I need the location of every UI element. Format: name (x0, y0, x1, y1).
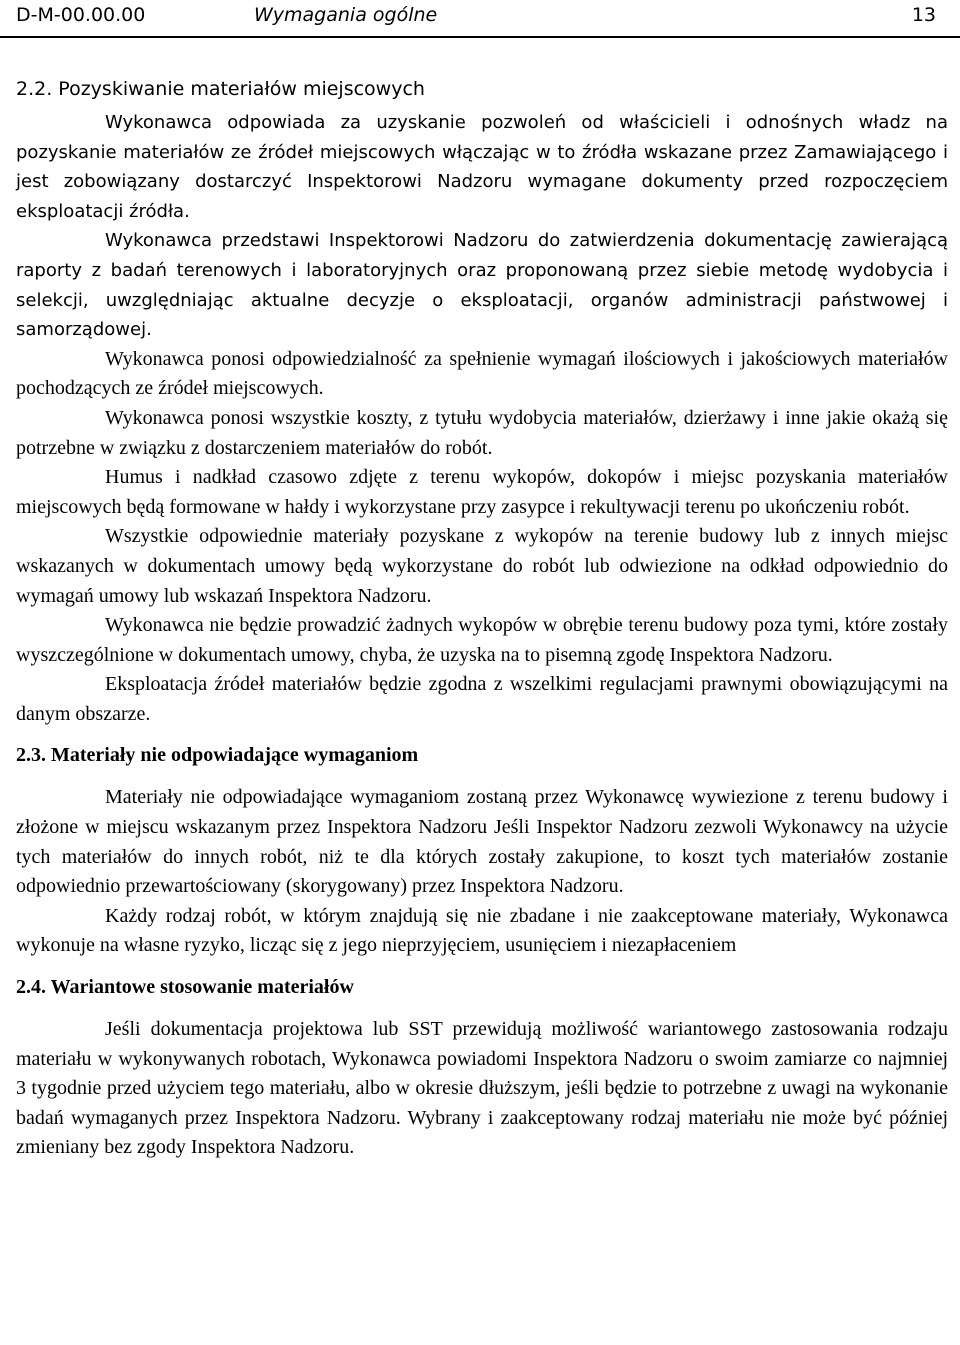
header-divider (0, 36, 960, 38)
page-number: 13 (911, 4, 936, 26)
document-code: D-M-00.00.00 (16, 4, 146, 26)
paragraph: Wykonawca przedstawi Inspektorowi Nadzoru do zatwierdzenia dokumentację zawierającą raporty z badań terenowych i laboratoryjnych oraz proponowaną przez siebie metodę wydobycia i selekcji, uwzględniając aktualne decyzje o eksploatacji, organów administracji państwowej i samorządowej. (16, 230, 948, 341)
paragraph: Wykonawca ponosi wszystkie koszty, z tytułu wydobycia materiałów, dzierżawy i inne jakie okażą się potrzebne w związku z dostarczeniem materiałów do robót. (16, 406, 948, 459)
section-heading-2-4: 2.4. Wariantowe stosowanie materiałów (16, 976, 354, 999)
paragraph: Wykonawca odpowiada za uzyskanie pozwoleń od właścicieli i odnośnych władz na pozyskanie materiałów ze źródeł miejscowych włączając w to źródła wskazane przez Zamawiającego i jest zobowiązany dostarczyć Inspektorowi Nadzoru wymagane dokumenty przed rozpoczęciem eksploatacji źródła. (16, 112, 948, 222)
paragraph: Wykonawca nie będzie prowadzić żadnych wykopów w obrębie terenu budowy poza tymi, które zostały wyszczególnione w dokumentach umowy, chyba, że uzyska na to pisemną zgodę Inspektora Nadzoru. (16, 614, 948, 666)
header-title: Wymagania ogólne (254, 4, 438, 26)
paragraph: Jeśli dokumentacja projektowa lub SST przewidują możliwość wariantowego zastosowania rodzaju materiału w wykonywanych robotach, Wykonawca powiadomi Inspektora Nadzoru o swoim zamiarze co najmniej 3 tygodnie przed użyciem tego materiału, albo w okresie dłuższym, jeśli będzie to potrzebne z uwagi na wykonanie badań wymaganych przez Inspektora Nadzoru. Wybrany i zaakceptowany rodzaj materiału nie może być później zmieniany bez zgody Inspektora Nadzoru. (16, 1018, 948, 1159)
paragraph: Humus i nadkład czasowo zdjęte z terenu wykopów, dokopów i miejsc pozyskania materiałów miejscowych będą formowane w hałdy i wykorzystane przy zasypce i rekultywacji terenu po ukończeniu robót. (16, 466, 948, 518)
section-heading-2-2: 2.2. Pozyskiwanie materiałów miejscowych (16, 78, 425, 100)
paragraph: Wszystkie odpowiednie materiały pozyskane z wykopów na terenie budowy lub z innych miejsc wskazanych w dokumentach umowy będą wykorzystane do robót lub odwiezione na odkład odpowiednio do wymagań umowy lub wskazań Inspektora Nadzoru. (16, 525, 948, 607)
paragraph: Eksploatacja źródeł materiałów będzie zgodna z wszelkimi regulacjami prawnymi obowiązującymi na danym obszarze. (16, 673, 948, 725)
paragraph: Wykonawca ponosi odpowiedzialność za spełnienie wymagań ilościowych i jakościowych materiałów pochodzących ze źródeł miejscowych. (16, 347, 948, 400)
paragraph: Każdy rodzaj robót, w którym znajdują się nie zbadane i nie zaakceptowane materiały, Wykonawca wykonuje na własne ryzyko, licząc się z jego nieprzyjęciem, usunięciem i niezapłaceniem (16, 904, 948, 957)
section-heading-2-3: 2.3. Materiały nie odpowiadające wymaganiom (16, 744, 419, 767)
paragraph: Materiały nie odpowiadające wymaganiom zostaną przez Wykonawcę wywiezione z terenu budowy i złożone w miejscu wskazanym przez Inspektora Nadzoru Jeśli Inspektor Nadzoru zezwoli Wykonawcy na użycie tych materiałów do innych robót, niż te dla których zostały zakupione, to koszt tych materiałów zostanie odpowiednio przewartościowany (skorygowany) przez Inspektora Nadzoru. (16, 786, 948, 898)
page-header (16, 0, 948, 32)
